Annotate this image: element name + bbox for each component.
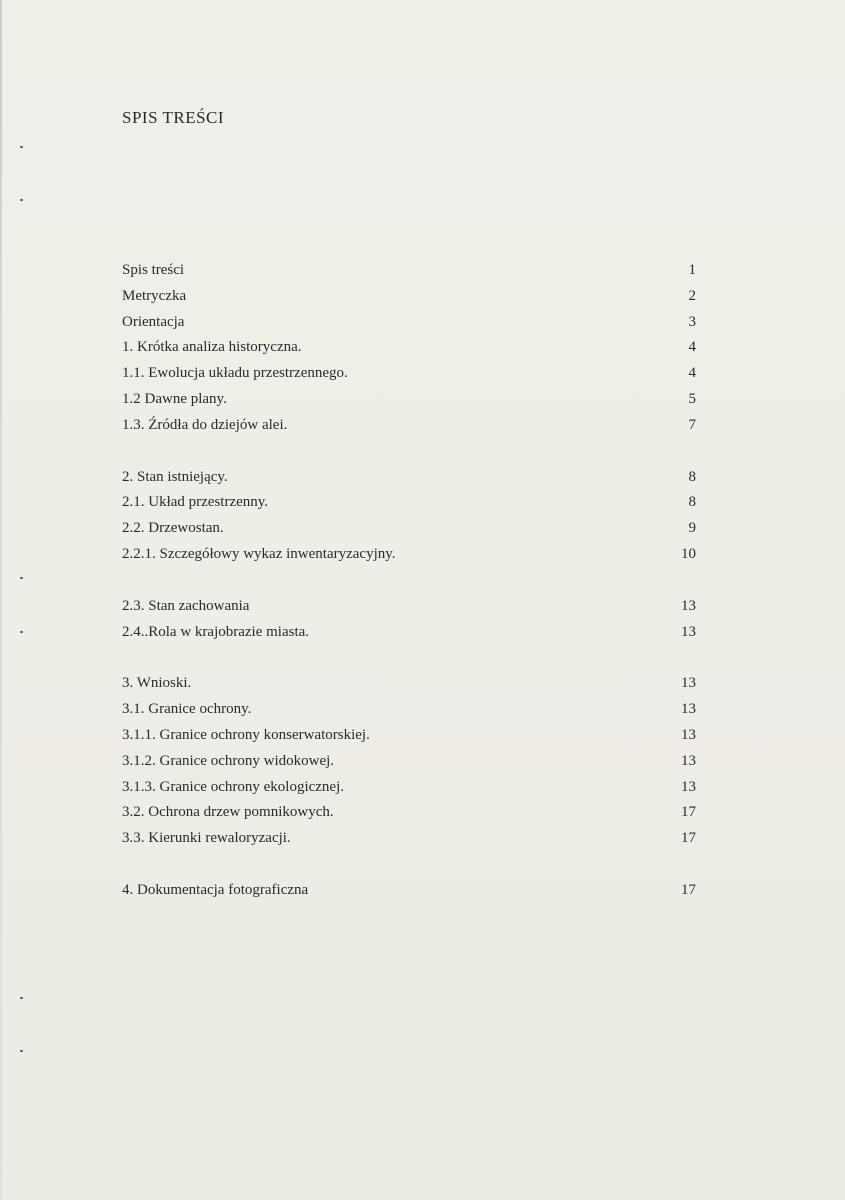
toc-entry-label: 3.2. Ochrona drzew pomnikowych. (122, 804, 334, 821)
toc-entry-page-number: 13 (681, 597, 696, 614)
toc-entry-page-number: 9 (688, 520, 696, 537)
toc-entry (122, 314, 696, 340)
toc-entry-page-number: 2 (688, 287, 696, 304)
toc-entry-label: 3.1.2. Granice ochrony widokowej. (122, 752, 335, 769)
toc-entry-page-number: 13 (681, 726, 696, 743)
toc-entry-label: 4. Dokumentacja fotograficzna (122, 881, 309, 898)
toc-entry-label: 3.3. Kierunki rewaloryzacji. (122, 830, 291, 847)
toc-entry (122, 753, 696, 779)
scan-speck (20, 199, 23, 201)
toc-entry-label: Spis treści (122, 262, 185, 278)
toc-entry-label: Orientacja (122, 313, 185, 330)
toc-entry (122, 624, 696, 650)
toc-entry-page-number: 13 (681, 752, 696, 769)
toc-entry (122, 882, 696, 908)
toc-entry-page-number: 8 (688, 494, 696, 511)
scan-speck (20, 631, 23, 633)
toc-entry (122, 830, 696, 856)
toc-entry-page-number: 10 (681, 545, 696, 562)
toc-entry-page-number: 1 (688, 262, 696, 278)
toc-entry (122, 288, 696, 314)
toc-entry-label: 1.2 Dawne plany. (122, 390, 227, 407)
toc-entry (122, 675, 696, 701)
toc-group (122, 262, 696, 443)
toc-entry-page-number: 4 (688, 339, 696, 356)
toc-entry-label: 1.1. Ewolucja układu przestrzennego. (122, 365, 348, 382)
toc-entry-label: 2.1. Układ przestrzenny. (122, 494, 269, 511)
toc-entry (122, 339, 696, 365)
toc-entry-page-number: 4 (688, 365, 696, 382)
toc-entry-label: 2.2.1. Szczegółowy wykaz inwentaryzacyjny. (122, 545, 396, 562)
toc-entry-label: Metryczka (122, 287, 187, 304)
toc-entry-label: 3. Wnioski. (122, 675, 192, 692)
toc-entry (122, 469, 696, 495)
toc-entry (122, 365, 696, 391)
toc-entry-page-number: 13 (681, 675, 696, 692)
toc-entry-page-number: 5 (688, 390, 696, 407)
toc-entry-page-number: 7 (688, 416, 696, 433)
toc-entry-page-number: 17 (681, 830, 696, 847)
toc-entry-label: 2.4..Rola w krajobrazie miasta. (122, 623, 310, 640)
toc-entry (122, 494, 696, 520)
toc-entry (122, 417, 696, 443)
toc-entry (122, 804, 696, 830)
page-edge-shadow (0, 0, 2, 1200)
toc-entry (122, 598, 696, 624)
scan-speck (20, 1050, 23, 1052)
toc-entry-label: 2.3. Stan zachowania (122, 597, 250, 614)
toc-group (122, 882, 696, 908)
toc-entry-page-number: 3 (688, 313, 696, 330)
toc-entry (122, 520, 696, 546)
page-title: SPIS TREŚCI (122, 108, 225, 127)
toc-entry (122, 391, 696, 417)
toc-entry-label: 1. Krótka analiza historyczna. (122, 339, 302, 356)
toc-entry (122, 546, 696, 572)
toc-entry-page-number: 8 (688, 468, 696, 485)
toc-entry-label: 1.3. Źródła do dziejów alei. (122, 416, 288, 433)
toc-group (122, 675, 696, 856)
toc-entry-page-number: 17 (681, 804, 696, 821)
toc-entry-label: 2.2. Drzewostan. (122, 520, 224, 537)
toc-entry-label: 2. Stan istniejący. (122, 468, 228, 485)
toc-entry (122, 701, 696, 727)
toc-group (122, 469, 696, 572)
toc-entry (122, 727, 696, 753)
toc-entry-label: 3.1.3. Granice ochrony ekologicznej. (122, 778, 345, 795)
toc-entry-page-number: 13 (681, 778, 696, 795)
toc-entry-page-number: 17 (681, 881, 696, 898)
toc-entry-label: 3.1. Granice ochrony. (122, 701, 252, 718)
scan-speck (20, 997, 23, 999)
scan-speck (20, 146, 23, 148)
toc-entry-page-number: 13 (681, 701, 696, 718)
toc-entry (122, 779, 696, 805)
table-of-contents (122, 262, 696, 908)
toc-entry-label: 3.1.1. Granice ochrony konserwatorskiej. (122, 726, 370, 743)
toc-entry (122, 262, 696, 288)
toc-entry-page-number: 13 (681, 623, 696, 640)
scan-speck (20, 577, 23, 579)
toc-group (122, 598, 696, 650)
